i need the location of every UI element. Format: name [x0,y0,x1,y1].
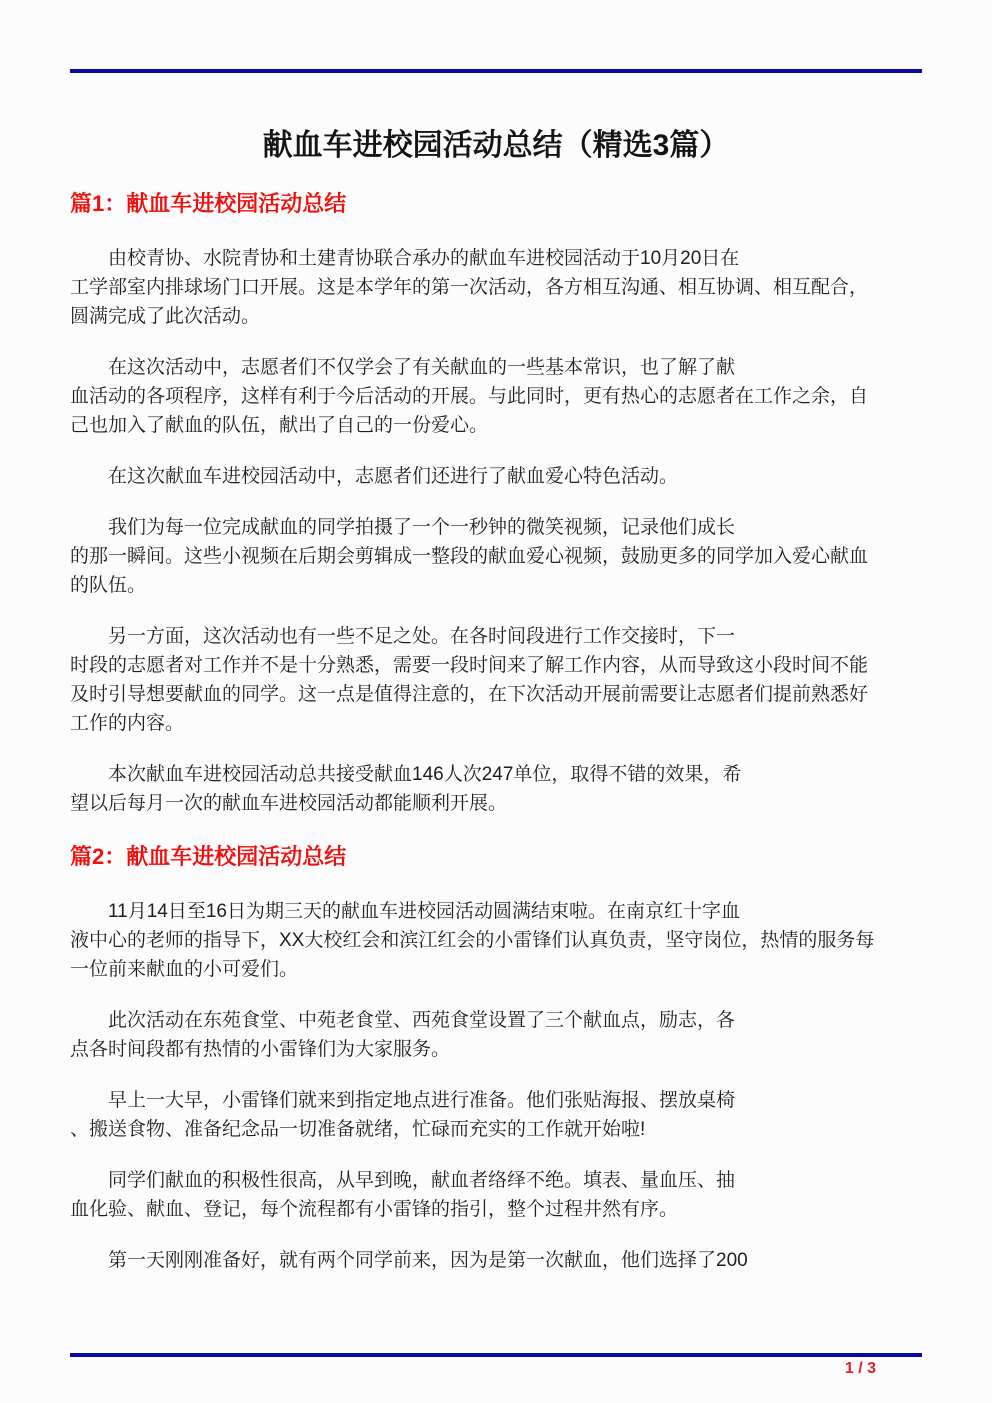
paragraph: 由校青协、水院青协和土建青协联合承办的献血车进校园活动于10月20日在 工学部室内排球场门口开展。这是本学年的第一次活动，各方相互沟通、相互协调、相互配合， 圆满完成了此次活动。 [70,248,869,327]
paragraph: 11月14日至16日为期三天的献血车进校园活动圆满结束啦。在南京红十字血 液中心的老师的指导下，XX大校红会和滨江红会的小雷锋们认真负责，坚守岗位，热情的服务每 一位前来献血的小可爱们。 [70,901,875,980]
footer-rule [70,1353,922,1357]
paragraph: 在这次活动中，志愿者们不仅学会了有关献血的一些基本常识，也了解了献 血活动的各项程序，这样有利于今后活动的开展。与此同时，更有热心的志愿者在工作之余，自 己也加入了献血的队伍，献出了自己的一份爱心。 [70,357,869,436]
section-1 [70,189,922,818]
paragraph: 此次活动在东苑食堂、中苑老食堂、西苑食堂设置了三个献血点，励志，各 点各时间段都有热情的小雷锋们为大家服务。 [70,1010,736,1060]
header-rule [70,69,922,73]
paragraph: 在这次献血车进校园活动中，志愿者们还进行了献血爱心特色活动。 [108,466,679,487]
page-footer [70,1353,922,1378]
section-2-heading: 篇2：献血车进校园活动总结 [70,844,347,869]
paragraph: 同学们献血的积极性很高，从早到晚，献血者络绎不绝。填表、量血压、抽 血化验、献血、登记，每个流程都有小雷锋的指引，整个过程井然有序。 [70,1170,736,1220]
document-title: 献血车进校园活动总结（精选3篇） [262,129,730,162]
page-number: 1 / 3 [844,1360,876,1377]
section-1-heading: 篇1：献血车进校园活动总结 [70,191,347,216]
paragraph: 我们为每一位完成献血的同学拍摄了一个一秒钟的微笑视频，记录他们成长 的那一瞬间。这些小视频在后期会剪辑成一整段的献血爱心视频，鼓励更多的同学加入爱心献血 的队伍。 [70,517,869,596]
document-content [0,127,992,1275]
section-2 [70,842,922,1275]
paragraph: 本次献血车进校园活动总共接受献血146人次247单位，取得不错的效果，希 望以后每月一次的献血车进校园活动都能顺利开展。 [70,764,742,814]
paragraph: 早上一大早，小雷锋们就来到指定地点进行准备。他们张贴海报、摆放桌椅 、搬送食物、准备纪念品一切准备就绪，忙碌而充实的工作就开始啦! [70,1090,736,1140]
paragraph: 另一方面，这次活动也有一些不足之处。在各时间段进行工作交接时，下一 时段的志愿者对工作并不是十分熟悉，需要一段时间来了解工作内容，从而导致这小段时间不能 及时引导想要献血的同学。这一点是值得注意的，在下次活动开展前需要让志愿者们提前熟悉好 工作的内容。 [70,626,869,734]
paragraph: 第一天刚刚准备好，就有两个同学前来，因为是第一次献血，他们选择了200 [108,1250,748,1271]
